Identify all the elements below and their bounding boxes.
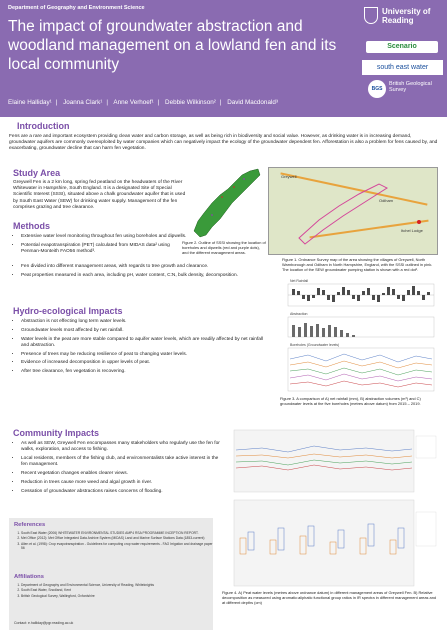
affiliations-heading: Affiliations [14, 574, 44, 580]
introduction-text: Fens are a rare and important ecosystem providing clean water and carbon storage, as well as being rich in biodiversity and social value. However, as drinking water is in increasing demand, groundwater aquifers are commonly overexploited by water companies which can negatively impact the ecology of the groundwater dependent fen. Afforestation is also a problem for fens caused by, and exacerbating, groundwater decline that can harm fen vegetation. [9, 134, 438, 152]
figure-1-os-map [268, 167, 438, 255]
reference-item: 2. Met Office (2012): Met Office Integrated Data Archive System (MIDAS) Land and Marine Surface Stations Data (1853-current) [21, 536, 215, 540]
community-item: • Recent vegetation changes enables clearer views. [21, 471, 223, 477]
map-label-odiham: Odiham [379, 198, 394, 203]
borehole-marker [221, 196, 223, 198]
community-item: • As well as SEW, Greywell Fen encompasses many stakeholders who regularly use the fen for walks, exploration, and access to fishing. [21, 441, 223, 453]
figure-4-peat-water-and-decomposition [222, 428, 438, 608]
panel-label-net-rainfall: Net Rainfall [290, 279, 309, 283]
figure-4-panels [222, 428, 438, 588]
methods-list [14, 234, 187, 258]
methods-item: • Peat properties measured in each area, including pH, water content, C:N, bulk density, decomposition. [21, 273, 271, 279]
figure-3-caption: Figure 3. A comparison of A) net rainfall (mm), B) abstraction volumes (m³) and C) groundwater levels at the five boreholes (metres above datum) from 2015 – 2019. [280, 396, 421, 406]
hydro-ecological-list [14, 319, 266, 378]
department-name: Department of Geography and Environment Science [8, 5, 145, 11]
panel-label-abstraction: Abstraction [290, 312, 308, 316]
community-item: • Cessation of groundwater abstractions raises concerns of flooding. [21, 489, 223, 495]
logo-panel [362, 4, 443, 114]
dipwell-marker [211, 214, 213, 216]
study-area-heading: Study Area [13, 168, 61, 178]
hydro-item: • Water levels in the peat are more stable compared to aquifer water levels, which are readily affected by net rainfall and abstraction. [21, 337, 266, 349]
bgs-roundel-icon: BGS [368, 80, 386, 98]
hydro-item: • Evidence of increased decomposition in upper levels of peat. [21, 360, 266, 366]
figure-3-time-series [268, 275, 438, 420]
author-list: Elaine Halliday¹ | Joanna Clark¹ | Anne Verhoef¹ | Debbie Wilkinson² | David Macdonald³ [8, 99, 278, 106]
figure-2-caption: Figure 2. Outline of SSSI showing the location of boreholes and dipwells (red and purple dots), and the different management areas. [182, 240, 266, 255]
references-list [14, 531, 215, 551]
hydro-item: • Presence of trees may be reducing resilience of peat to changing water levels. [21, 352, 266, 358]
pumping-station-marker [417, 220, 421, 224]
hydro-item: • Groundwater levels most affected by net rainfall. [21, 328, 266, 334]
borehole-marker [233, 186, 235, 188]
author: Debbie Wilkinson² [165, 99, 216, 106]
map-label-greywell: Greywell [281, 174, 297, 179]
university-logo-text: University of Reading [382, 7, 431, 25]
sssi-area [194, 169, 260, 237]
references-heading: References [14, 522, 46, 528]
affiliations-list [14, 583, 215, 599]
methods-heading: Methods [13, 221, 50, 231]
figure-2-sssi-outline [182, 167, 266, 272]
map-label-itchel-lodge: Itchel Lodge [401, 228, 423, 233]
methods-item: • Fen divided into different management areas, with regards to tree growth and clearance. [21, 264, 271, 270]
community-item: • Local residents, members of the fishing club, and environmentalists take active interest in the fen management. [21, 456, 223, 468]
sssi-outline-map [182, 167, 266, 239]
affiliation-item: 1. Department of Geography and Environmental Science, University of Reading, Whiteknights [21, 583, 215, 587]
scenario-logo: Scenario [366, 41, 438, 53]
author: Anne Verhoef¹ [113, 99, 154, 106]
community-item: • Reduction in trees cause more weed and algal growth in river. [21, 480, 223, 486]
figure-3-panels [268, 275, 438, 393]
author: Joanna Clark¹ [63, 99, 103, 106]
south-east-water-logo: south east water [362, 60, 443, 75]
map-sssi-outline [269, 168, 438, 255]
university-of-reading-logo [362, 4, 443, 34]
community-impacts-heading: Community Impacts [13, 428, 100, 438]
methods-list-wide [14, 264, 271, 282]
reference-item: 3. Allen et al. (1998): Crop evapotranspiration - Guidelines for computing crop water requirements - FAO Irrigation and drainage paper 56 [21, 542, 215, 551]
author: Elaine Halliday¹ [8, 99, 52, 106]
contact-email: Contact: e.halliday@pgr.reading.ac.uk [14, 621, 74, 625]
references-box [9, 518, 213, 630]
hydro-ecological-heading: Hydro-ecological Impacts [13, 306, 123, 316]
poster-title: The impact of groundwater abstraction and woodland management on a lowland fen and its local community [8, 18, 337, 73]
affiliation-item: 3. British Geological Survey, Wallingford, Oxfordshire [21, 594, 215, 598]
shield-icon [364, 7, 378, 24]
hydro-item: • Abstraction is not effecting long term water levels. [21, 319, 266, 325]
figure-4-caption: Figure 4. A) Peat water levels (metres above ordnance datum) in different management areas of Greywell Fen. B) Relative decomposition as measured using aromatic:aliphatic functional group ratios in IR spectra in different management areas and at different depths (cm) [222, 590, 437, 605]
author: David Macdonald³ [227, 99, 278, 106]
hydro-item: • After tree clearance, fen vegetation is recovering. [21, 369, 266, 375]
affiliation-item: 2. South East Water, Snodland, Kent [21, 588, 215, 592]
study-area-text: Greywell Fen is a 2 km long, spring fed peatland on the headwaters of the River Whitewater in Hampshire, South England. It is a designated Site of Special Scientific Interest (SSSI), situated above a chalk groundwater aquifer that is used by South East Water (SEW) for drinking water supply. Management of the fen comprises grazing and tree clearance. [13, 180, 186, 210]
panel-label-boreholes: Boreholes (Groundwater levels) [290, 343, 340, 347]
methods-item: • Extensive water level monitoring throughout fen using boreholes and dipwells. [21, 234, 187, 240]
reference-item: 1. South East Water (2006) WHITEWATER ENVIRONMENTAL STUDIES AMP4 RSA PROGRAMME INCEPTION REPORT. [21, 531, 215, 535]
community-impacts-list [14, 441, 223, 497]
poster-header [0, 0, 447, 117]
dipwell-marker [243, 178, 245, 180]
figure-1-caption: Figure 1. Ordnance Survey map of the area showing the villages of Greywell, North Warnborough and Odiham in North Hampshire, England, with the SSSI outlined in pink. The location of the SEW groundwater pumping station is shown with a red dot¹. [282, 257, 433, 272]
bgs-logo-text: British Geological Survey [389, 81, 432, 94]
introduction-heading: Introduction [17, 121, 70, 131]
methods-item: • Potential evapotranspiration (PET) calculated from MIDAS data² using Penman-Monteith FAO56 method³. [21, 243, 187, 255]
